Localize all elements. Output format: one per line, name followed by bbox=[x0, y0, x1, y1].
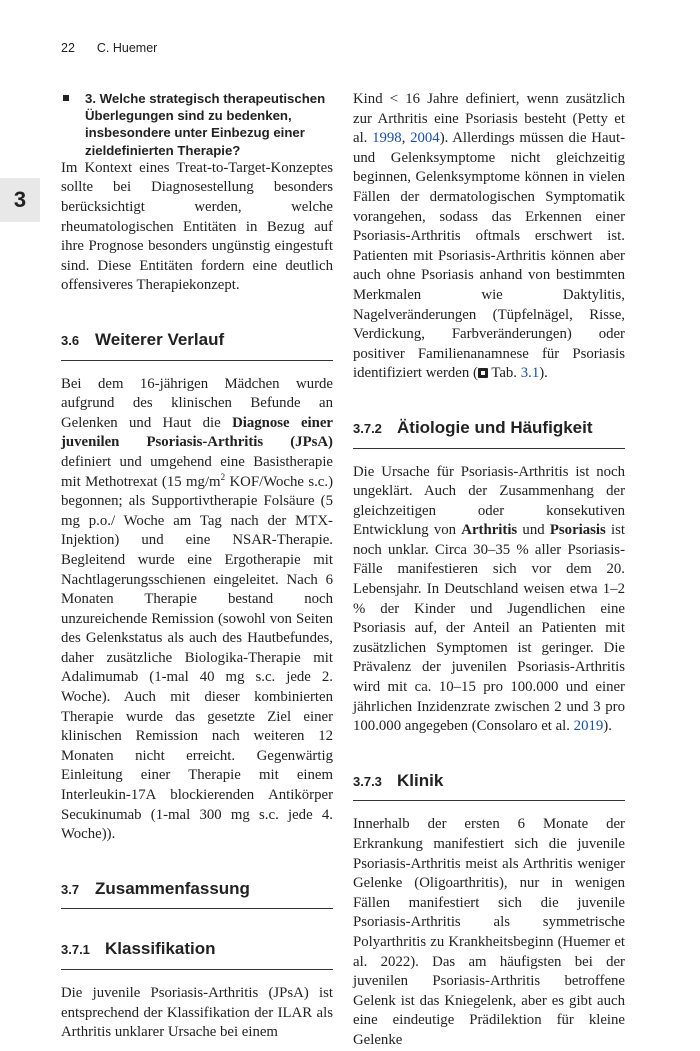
question-box bbox=[61, 90, 333, 159]
section-number: 3.6 bbox=[61, 332, 80, 348]
question-text: 3. Welche strategisch therapeutischen Überlegungen sind zu bedenken, insbesondere unter Einbezug einer zieldefinierten Therapie? bbox=[85, 91, 326, 158]
citation-link[interactable]: 2019 bbox=[573, 718, 604, 735]
section-number: 3.7 bbox=[61, 881, 80, 897]
left-column bbox=[61, 90, 333, 1043]
section-number: 3.7.1 bbox=[61, 942, 90, 958]
bullet-square-icon bbox=[63, 95, 69, 101]
diagnosis-bold: Diagnose einer juvenilen Psoriasis-Arthritis (JPsA) bbox=[61, 414, 334, 451]
chapter-tab: 3 bbox=[0, 178, 40, 222]
paragraph-continued: Kind < 16 Jahre definiert, wenn zusätzlich zur Arthritis eine Psoriasis besteht (Petty et al. 1998, 2004). Allerdings müssen die Haut- und Gelenksymptome nicht gleichzeitig beginnen, Gelenksymptome können in vielen Fällen der dermatologischen Symptomatik vorangehen, sodass das Erkennen einer Psoriasis-Arthritis oftmals erschwert ist. Patienten mit Psoriasis-Arthritis können aber auch ohne Psoriasis anhand von bestimmten Merkmalen wie Daktylitis, Nagelveränderungen (Tüpfelnägel, Risse, Verdickung, Farbveränderungen) oder positiver Familienanamnese für Psoriasis identifiziert werden ( Tab. 3.1). bbox=[353, 91, 625, 382]
section-title: Klinik bbox=[397, 770, 444, 790]
table-link[interactable]: 3.1 bbox=[520, 365, 540, 382]
section-heading-3-7-1 bbox=[61, 939, 333, 970]
section-heading-3-7 bbox=[61, 879, 333, 910]
section-title: Klassifikation bbox=[105, 939, 216, 959]
section-heading-3-7-3 bbox=[353, 771, 625, 802]
paragraph-klassifikation: Die juvenile Psoriasis-Arthritis (JPsA) ist entsprechend der Klassifikation der ILAR als Arthritis unklarer Ursache bei einem bbox=[61, 985, 333, 1041]
section-number: 3.7.3 bbox=[353, 773, 382, 789]
citation-link[interactable]: 1998 bbox=[372, 130, 402, 147]
page-number: 22 bbox=[61, 41, 75, 55]
paragraph-aetiologie: Die Ursache für Psoriasis-Arthritis ist noch ungeklärt. Auch der Zusammenhang der gleichzeitigen oder konsekutiven Entwicklung von Arthritis und Psoriasis ist noch unklar. Circa 30–35 % aller Psoriasis-Fälle manifestieren sich vor dem 20. Lebensjahr. In Deutschland weisen etwa 1–2 % der Kinder und Jugendlichen eine Psoriasis auf, der Anteil an Patienten mit zusätzlichen Symptomen ist geringer. Die Prävalenz der juvenilen Psoriasis-Arthritis wird mit ca. 10–15 pro 100.000 und einer jährlichen Inzidenzrate zwischen 2 und 3 pro 100.000 angegeben (Consolaro et al. 2019). bbox=[353, 463, 626, 735]
running-header bbox=[61, 41, 179, 55]
section-title: Ätiologie und Häufigkeit bbox=[397, 417, 593, 437]
section-heading-3-7-2 bbox=[353, 418, 625, 449]
section-title: Weiterer Verlauf bbox=[95, 329, 225, 349]
table-reference-icon bbox=[478, 368, 488, 378]
right-column bbox=[353, 90, 625, 1051]
paragraph-verlauf: Bei dem 16-jährigen Mädchen wurde aufgrund des klinischen Befunde an Gelenken und Haut die Diagnose einer juvenilen Psoriasis-Arthritis (JPsA) definiert und umgehend eine Basistherapie mit Methotrexat (15 $mg/m^2$ KOF/Woche s.c.) begonnen; als Supportivtherapie Folsäure (5 mg p.o./ Woche am Tag nach der MTX-Injektion) und eine NSAR-Therapie. Begleitend wurde eine Ergotherapie mit Nachtlagerungsschienen eingeleitet. Nach 6 Monaten Therapie bestand noch unzureichende Remission (sowohl von Seiten des Gelenkstatus als auch des Hautbefundes, daher zusätzliche Biologika-Therapie mit Adalimumab (1-mal 40 mg s.c. jede 2. Woche). Auch mit dieser kombinierten Therapie wurde das gesetzte Ziel einer klinischen Remission nach weiteren 12 Monaten nicht erreicht. Gegenwärtig Einleitung einer Therapie mit einem Interleukin-17A blockierenden Antikörper Secukinumab (1-mal 300 mg s.c. jede 4. Woche)). bbox=[61, 375, 334, 843]
question-answer: Im Kontext eines Treat-to-Target-Konzeptes sollte bei Diagnosestellung besonders berücksichtigt werden, welche rheumatologischen Entitäten in Bezug auf ihre Prognose besonders ungünstig eingestuft sind. Diese Entitäten fordern eine deutlich offensiveres Therapiekonzept. bbox=[61, 159, 333, 294]
citation-link[interactable]: 2004 bbox=[410, 130, 440, 147]
paragraph-klinik: Innerhalb der ersten 6 Monate der Erkrankung manifestiert sich die juvenile Psoriasis-Arthritis meist als Arthritis weniger Gelenke (Oligoarthritis), nur in wenigen Fällen manifestiert sich die juvenile Psoriasis-Arthritis als symmetrische Polyarthritis zu Krankheitsbeginn (Huemer et al. 2022). Das am häufigsten bei der juvenilen Psoriasis-Arthritis betroffene Gelenk ist das Kniegelenk, aber es gibt auch eine eindeutige Prädilektion für kleine Gelenke bbox=[353, 816, 625, 1048]
running-author: C. Huemer bbox=[96, 41, 158, 55]
section-number: 3.7.2 bbox=[353, 420, 382, 436]
section-title: Zusammenfassung bbox=[95, 878, 250, 898]
section-heading-3-6 bbox=[61, 330, 333, 361]
